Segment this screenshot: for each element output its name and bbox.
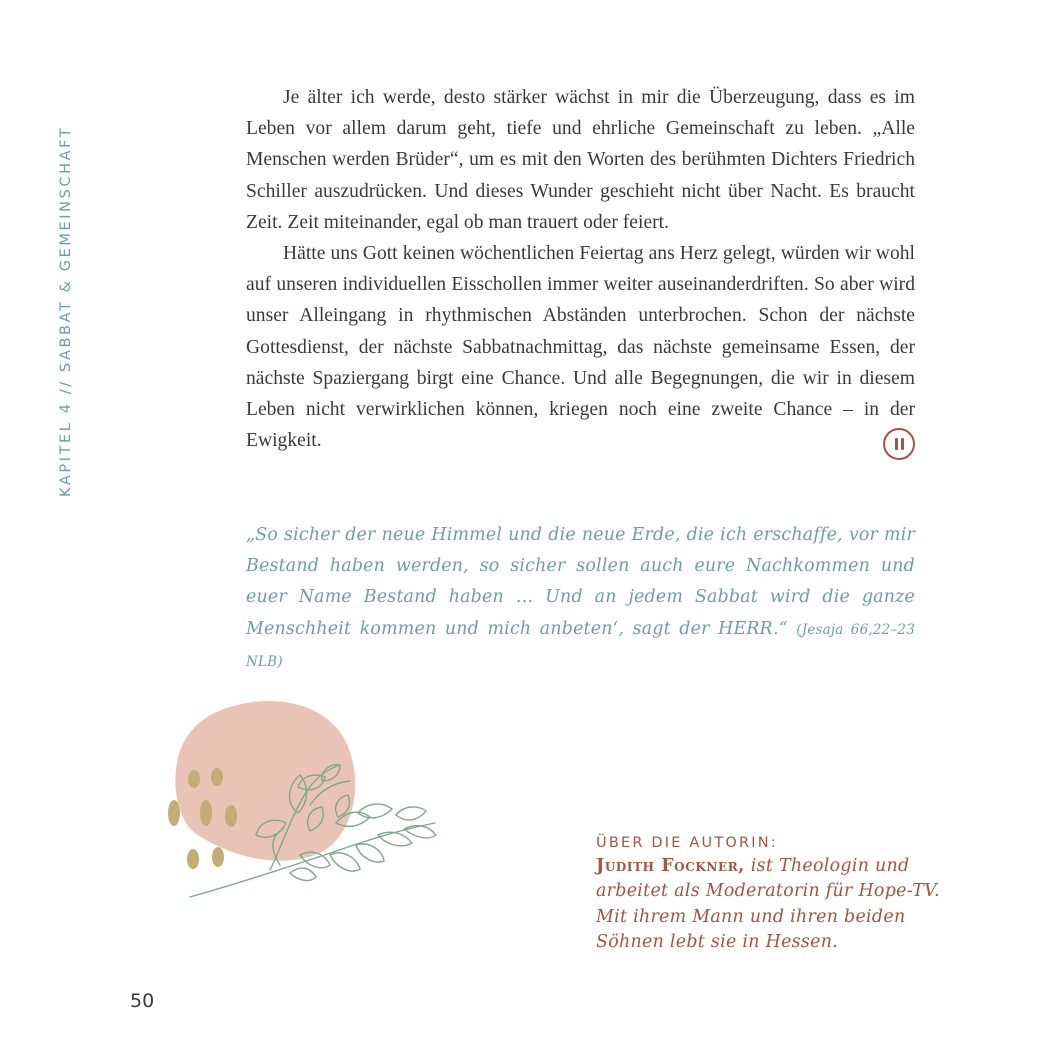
about-text: [596, 854, 946, 955]
about-author: [596, 832, 946, 955]
chapter-title-vertical: KAPITEL 4 // SABBAT & GEMEINSCHAFT: [58, 125, 74, 497]
pause-icon[interactable]: [883, 428, 915, 460]
quote-text: „So sicher der neue Himmel und die neue Erde, die ich erschaffe, vor mir Bestand haben werden, so sicher sollen auch eure Nachkommen und euer Name Bestand haben … Und an jedem Sabbat wird die ganze Menschheit kommen und mich anbeten‘, sagt der HERR.“: [246, 525, 915, 639]
leaf-branch-illustration: [160, 685, 450, 905]
page-number: 50: [130, 990, 155, 1012]
about-heading: ÜBER DIE AUTORIN:: [596, 835, 778, 851]
author-name: Judith Fockner,: [596, 856, 745, 876]
quote-reference: (Jesaja 66,22–23 NLB): [246, 621, 915, 670]
paragraph: Je älter ich werde, desto stärker wächst in mir die Überzeugung, dass es im Leben vor allem darum geht, tiefe und ehrliche Gemeinschaft zu leben. „Alle Menschen werden Brüder“, um es mit den Worten des berühmten Dichters Friedrich Schiller auszudrücken. Und dieses Wunder geschieht nicht über Nacht. Es braucht Zeit. Zeit miteinander, egal ob man trauert oder feiert.: [246, 87, 915, 233]
paragraph: Hätte uns Gott keinen wöchentlichen Feiertag ans Herz gelegt, würden wir wohl auf unseren individuellen Eisschollen immer weiter auseinanderdriften. So aber wird unser Alleingang in rhythmischen Abständen unterbrochen. Schon der nächste Gottesdienst, der nächste Sabbatnachmittag, das nächste gemeinsame Essen, der nächste Spaziergang birgt eine Chance. Und alle Begegnungen, die wir in diesem Leben nicht verwirklichen können, kriegen noch eine zweite Chance – in der Ewigkeit.: [246, 243, 915, 452]
bible-quote: [246, 520, 915, 678]
main-text: [246, 82, 915, 456]
author-bio: ist Theologin und arbeitet als Moderatorin für Hope-TV. Mit ihrem Mann und ihren beiden Söhnen lebt sie in Hessen.: [596, 856, 940, 952]
